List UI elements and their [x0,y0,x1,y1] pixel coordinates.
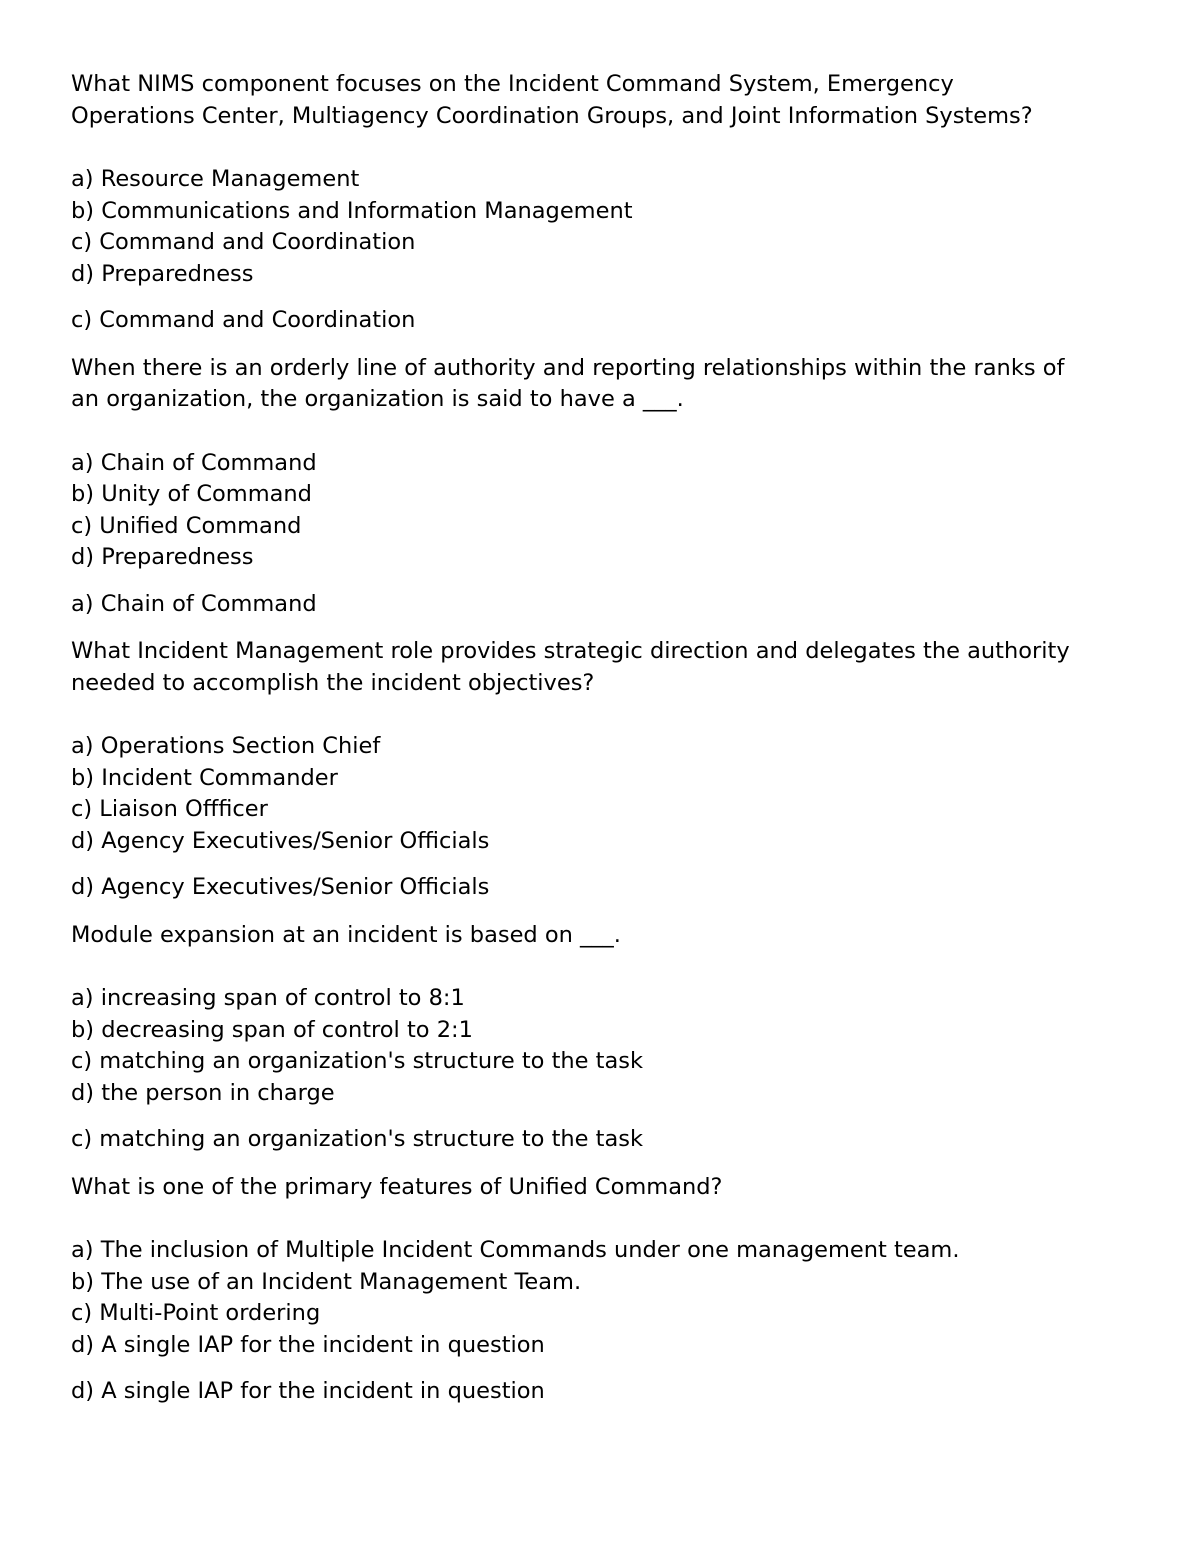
option-item: b) Communications and Information Management [71,197,633,224]
option-item: c) Command and Coordination [71,229,416,255]
answer-text: c) Command and Coordination [71,307,416,333]
option-list [71,983,1141,1109]
answer-text: a) Chain of Command [71,590,317,617]
question-text [71,1172,1141,1204]
question-text [71,69,1141,132]
question-text [71,920,1141,952]
option-item: d) Preparedness [71,544,254,570]
option-item: a) Chain of Command [71,449,317,476]
option-item: c) Unified Command [71,512,302,539]
question-block [71,353,1141,621]
option-item: c) Liaison Offficer [71,796,268,822]
option-list [71,164,1141,290]
question-line: Operations Center, Multiagency Coordination Groups, and Joint Information Systems? [71,102,1033,129]
answer-text: c) matching an organization's structure to the task [71,1126,644,1152]
answer-text: d) Agency Executives/Senior Officials [71,874,490,900]
question-line: What is one of the primary features of Unified Command? [71,1173,723,1200]
option-item: c) matching an organization's structure to the task [71,1048,644,1074]
option-item: b) decreasing span of control to 2:1 [71,1016,473,1043]
option-item: c) Multi-Point ordering [71,1300,321,1326]
option-item: d) Preparedness [71,260,254,287]
question-block [71,636,1141,904]
question-block [71,69,1141,337]
question-line: Module expansion at an incident is based on ___. [71,921,621,948]
option-item: d) Agency Executives/Senior Officials [71,827,490,854]
option-item: a) Resource Management [71,166,360,192]
option-list [71,448,1141,574]
question-block [71,920,1141,1156]
question-line: an organization, the organization is said to have a ___. [71,386,684,412]
option-item: a) increasing span of control to 8:1 [71,985,465,1011]
option-item: a) Operations Section Chief [71,733,381,759]
question-line: What NIMS component focuses on the Incident Command System, Emergency [71,71,954,97]
question-block [71,1172,1141,1408]
question-line: What Incident Management role provides strategic direction and delegates the authority [71,638,1070,664]
option-item: d) the person in charge [71,1079,335,1106]
option-item: a) The inclusion of Multiple Incident Commands under one management team. [71,1237,960,1263]
question-text [71,636,1141,699]
answer-text: d) A single IAP for the incident in question [71,1378,545,1404]
option-list [71,731,1141,857]
option-item: d) A single IAP for the incident in question [71,1331,545,1358]
question-text [71,353,1141,416]
option-list [71,1235,1141,1361]
option-item: b) Incident Commander [71,764,338,791]
question-line: needed to accomplish the incident objectives? [71,669,595,696]
option-item: b) Unity of Command [71,481,312,507]
document-page [71,69,1141,1424]
option-item: b) The use of an Incident Management Team. [71,1268,582,1295]
question-line: When there is an orderly line of authority and reporting relationships within the ranks of [71,354,1065,381]
